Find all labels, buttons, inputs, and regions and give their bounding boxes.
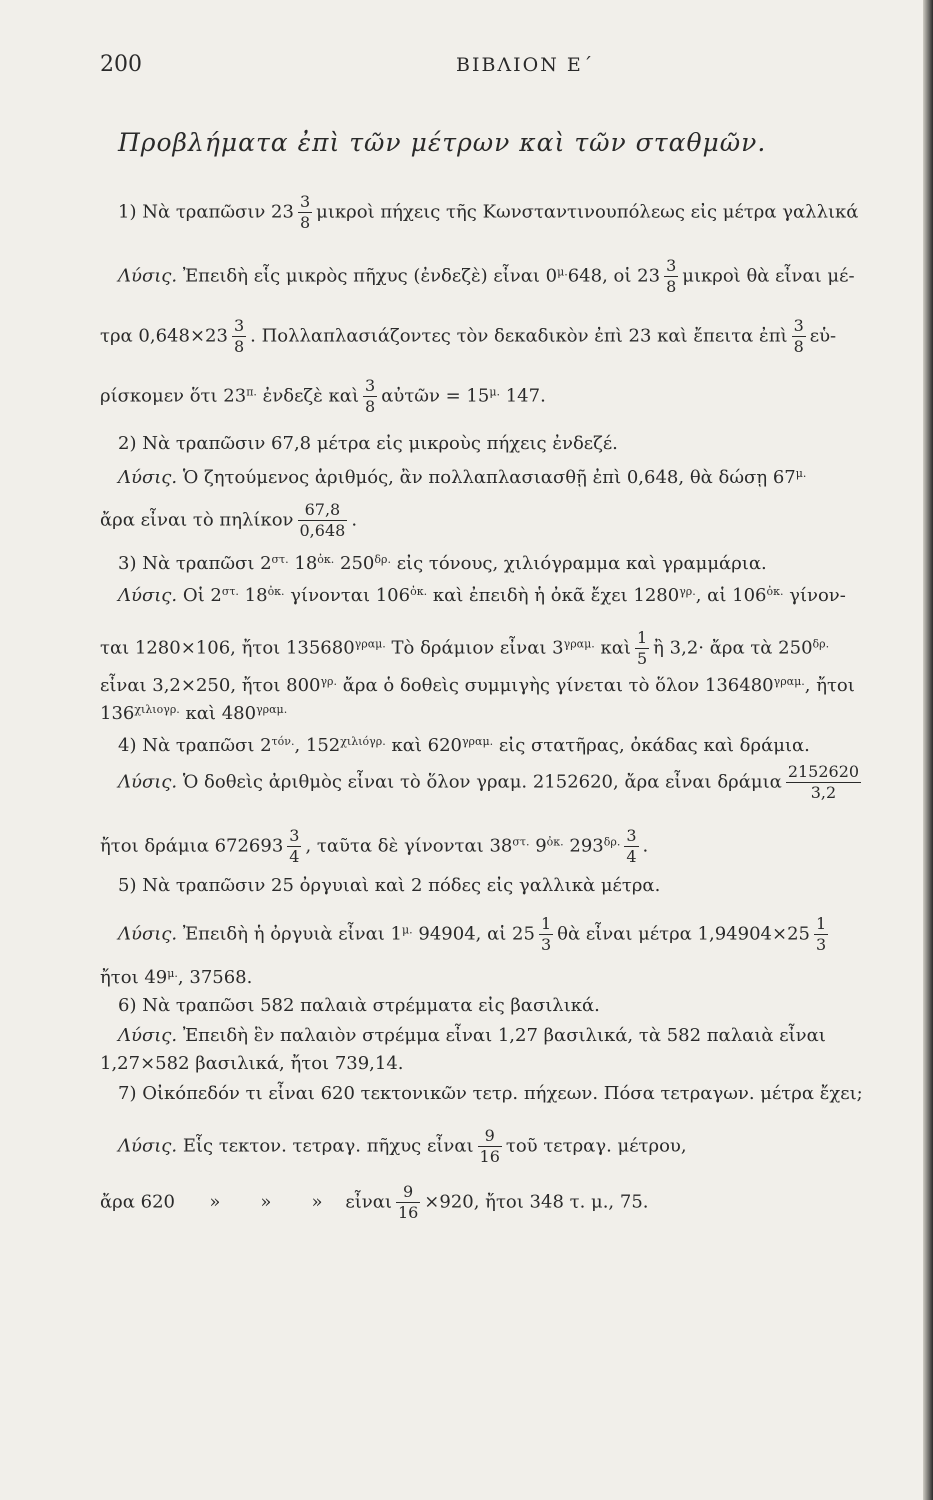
page-edge-shadow	[923, 0, 933, 1500]
fraction: $\frac{3}{8}$	[793, 316, 804, 356]
problem-6-question: 6) Νὰ τραπῶσι 582 παλαιὰ στρέμματα εἰς βασιλικά.	[118, 995, 600, 1016]
fraction: $\frac{3}{8}$	[233, 316, 245, 356]
problem-3-solution-line: εἶναι 3,2×250, ἤτοι $800^{\gamma\rho.}$ ἄρα ὁ δοθεὶς συμμιγὴς γίνεται τὸ ὅλον $136480^{\gamma\rho\alpha\mu.}$, ἤτοι	[100, 675, 855, 696]
fraction: $\frac{3}{4}$	[289, 826, 300, 866]
fraction: $\frac{1}{3}$	[815, 914, 827, 954]
fraction: $\frac{3}{8}$	[666, 256, 677, 296]
solution-label: Λύσις.	[118, 467, 178, 488]
fraction: $\frac{67,8}{0,648}$	[299, 500, 346, 540]
problem-5-question: 5) Νὰ τραπῶσιν 25 ὀργυιαὶ καὶ 2 πόδες εἰς γαλλικὰ μέτρα.	[118, 875, 661, 896]
fraction: $\frac{3}{4}$	[626, 826, 637, 866]
problem-6-solution-line: Λύσις. Ἐπειδὴ ἓν παλαιὸν στρέμμα εἶναι 1,27 βασιλικά, τὰ 582 παλαιὰ εἶναι	[118, 1025, 826, 1046]
problem-3-solution-line: $136^{\chi\iota\lambda\iota o\gamma\rho.}$ καὶ $480^{\gamma\rho\alpha\mu.}$	[100, 703, 288, 724]
problem-2-question: 2) Νὰ τραπῶσιν 67,8 μέτρα εἰς μικροὺς πήχεις ἐνδεζέ.	[118, 433, 618, 454]
fraction: $\frac{3}{8}$	[299, 192, 311, 232]
problem-1-solution-line: Λύσις. Ἐπειδὴ εἷς μικρὸς πῆχυς (ἐνδεζὲ) εἶναι $0^{\mu.}648$, οἱ 23 $\frac{3}{8}$ μικροὶ θὰ εἶναι μέ-	[118, 256, 855, 296]
problem-5-solution-line: Λύσις. Ἐπειδὴ ἡ ὀργυιὰ εἶναι $1^{\mu.}$ 94904, αἱ 25 $\frac{1}{3}$ θὰ εἶναι μέτρα 1,94904×25 $\frac{1}{3}$	[118, 914, 827, 954]
problem-2-solution-line: Λύσις. Ὁ ζητούμενος ἀριθμός, ἂν πολλαπλασιασθῇ ἐπὶ 0,648, θὰ δώσῃ $67^{\mu.}$	[118, 467, 807, 488]
fraction: $\frac{1}{5}$	[636, 628, 648, 668]
solution-label: Λύσις.	[118, 585, 178, 606]
solution-label: Λύσις.	[118, 1025, 178, 1046]
problem-2-solution-line: ἄρα εἶναι τὸ πηλίκον $\frac{67,8}{0,648}$ .	[100, 500, 358, 540]
problem-6-solution-line: 1,27×582 βασιλικά, ἤτοι 739,14.	[100, 1053, 404, 1074]
problem-1-question: 1) Νὰ τραπῶσιν 23 $\frac{3}{8}$ μικροὶ πήχεις τῆς Κωνσταντινουπόλεως εἰς μέτρα γαλλικά	[118, 192, 859, 232]
problem-3-solution-line: Λύσις. Οἱ $2^{\sigma\tau.}$ $18^{ὀ\kappa.}$ γίνονται $106^{ὀ\kappa.}$ καὶ ἐπειδὴ ἡ ὀκᾶ ἔχει $1280^{\gamma\rho.}$, αἱ $106^{ὀ\kappa.}$ γίνον-	[118, 585, 846, 606]
fraction: $\frac{3}{8}$	[365, 376, 376, 416]
solution-label: Λύσις.	[118, 923, 178, 945]
solution-label: Λύσις.	[118, 771, 178, 793]
fraction: $\frac{9}{16}$	[397, 1182, 419, 1222]
problem-5-solution-line: ἤτοι $49^{\mu.}$, 37568.	[100, 967, 253, 988]
fraction: $\frac{2152620}{3,2}$	[787, 762, 860, 802]
problem-7-solution-line: ἄρα 620 » » » εἶναι $\frac{9}{16}$ ×920, ἤτοι 348 τ. μ., 75.	[100, 1182, 649, 1222]
page-header	[100, 52, 900, 92]
problem-7-solution-line: Λύσις. Εἷς τεκτον. τετραγ. πῆχυς εἶναι $\frac{9}{16}$ τοῦ τετραγ. μέτρου,	[118, 1126, 687, 1166]
problem-3-solution-line: ται 1280×106, ἤτοι $135680^{\gamma\rho\alpha\mu.}$ Τὸ δράμιον εἶναι $3^{\gamma\rho\alpha\mu.}$ καὶ $\frac{1}{5}$ ἢ 3,2· ἄρα τὰ $250^{\delta\rho.}$	[100, 628, 830, 668]
problem-4-solution-line: Λύσις. Ὁ δοθεὶς ἀριθμὸς εἶναι τὸ ὅλον γραμ. 2152620, ἄρα εἶναι δράμια $\frac{2152620}{3,2}$	[118, 762, 860, 802]
problem-4-question: 4) Νὰ τραπῶσι $2^{\tau ό\nu.}$, $152^{\chi\iota\lambda\iota ό\gamma\rho.}$ καὶ $620^{\gamma\rho\alpha\mu.}$ εἰς στατῆρας, ὀκάδας καὶ δράμια.	[118, 735, 810, 756]
fraction: $\frac{1}{3}$	[540, 914, 552, 954]
problem-1-solution-line: ρίσκομεν ὅτι $23^{\pi.}$ ἐνδεζὲ καὶ $\frac{3}{8}$ αὐτῶν = $15^{\mu.}$ 147.	[100, 376, 546, 416]
fraction: $\frac{9}{16}$	[479, 1126, 500, 1166]
solution-label: Λύσις.	[118, 1135, 178, 1157]
problem-7-question: 7) Οἰκόπεδόν τι εἶναι 620 τεκτονικῶν τετρ. πήχεων. Πόσα τετραγων. μέτρα ἔχει;	[118, 1083, 863, 1104]
running-title: ΒΙΒΛΙΟΝ Ε΄	[456, 54, 595, 76]
problem-1-solution-line: τρα 0,648×23 $\frac{3}{8}$ . Πολλαπλασιάζοντες τὸν δεκαδικὸν ἐπὶ 23 καὶ ἔπειτα ἐπὶ $\frac{3}{8}$ εὑ-	[100, 316, 837, 356]
page-number: 200	[100, 52, 142, 77]
section-title: Προβλήματα ἐπὶ τῶν μέτρων καὶ τῶν σταθμῶν.	[118, 128, 767, 157]
solution-label: Λύσις.	[118, 265, 178, 287]
problem-3-question: 3) Νὰ τραπῶσι $2^{\sigma\tau.}$ $18^{ὀ\kappa.}$ $250^{\delta\rho.}$ εἰς τόνους, χιλιόγραμμα καὶ γραμμάρια.	[118, 553, 767, 574]
problem-4-solution-line: ἤτοι δράμια 672693 $\frac{3}{4}$ , ταῦτα δὲ γίνονται $38^{\sigma\tau.}$ $9^{ὀ\kappa.}$ $293^{\delta\rho.}$ $\frac{3}{4}$ .	[100, 826, 649, 866]
